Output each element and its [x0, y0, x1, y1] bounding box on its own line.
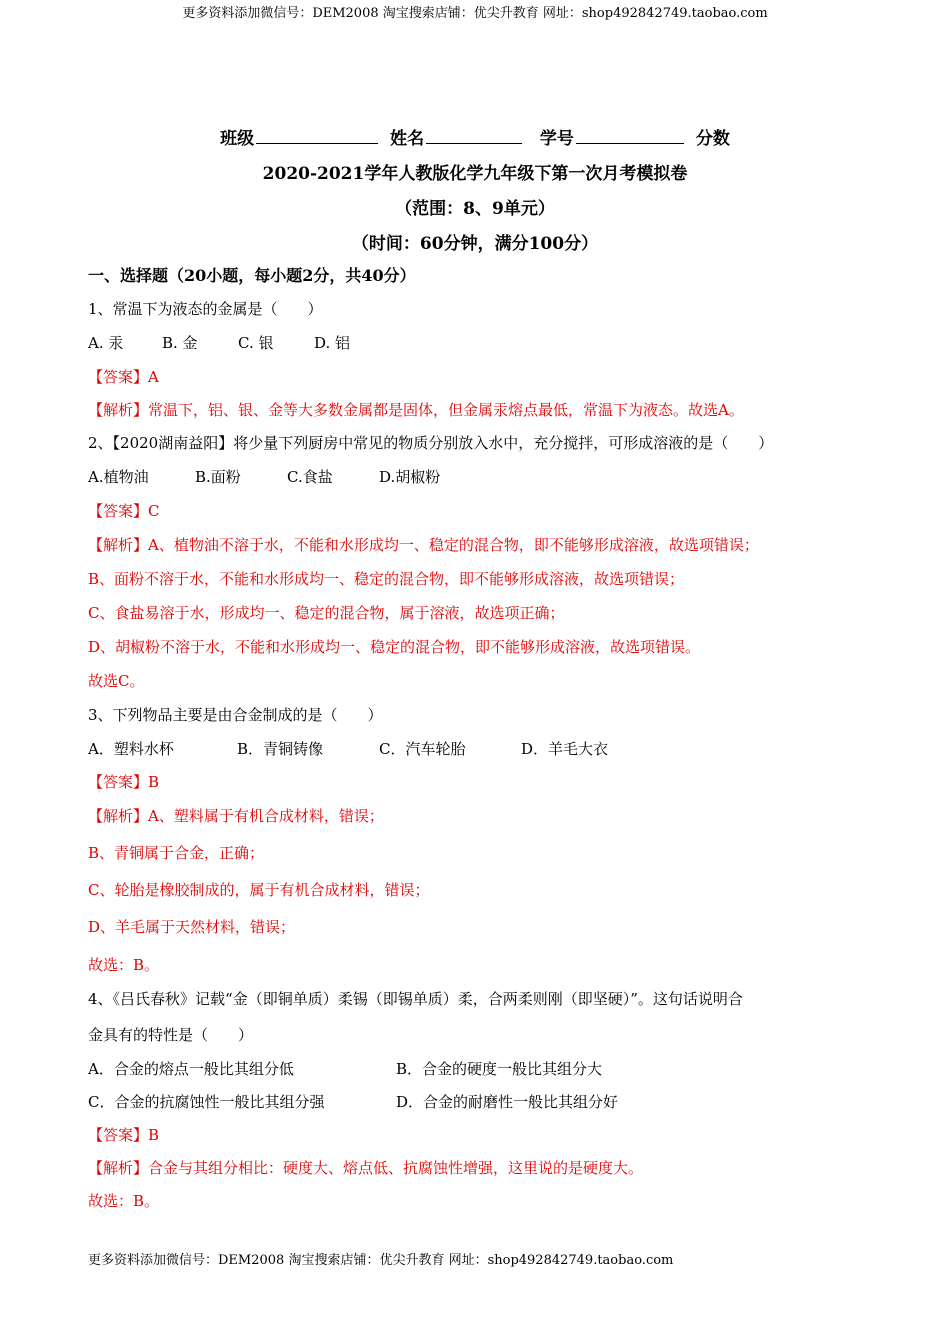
q1-option-a: A. 汞: [88, 334, 124, 352]
q4-option-b: B．合金的硬度一般比其组分大: [396, 1060, 603, 1078]
question-2-answer: 【答案】C: [88, 502, 160, 520]
name-blank[interactable]: [426, 127, 522, 144]
question-3-conclusion: 故选：B。: [88, 956, 160, 974]
question-2-conclusion: 故选C。: [88, 672, 145, 690]
question-4-stem: 4、《吕氏春秋》记载“金（即铜单质）柔锡（即锡单质）柔，合两柔则刚（即坚硬）”。这句话说明合: [88, 990, 743, 1008]
question-1-analysis: 【解析】常温下，铝、银、金等大多数金属都是固体，但金属汞熔点最低，常温下为液态。故选A。: [88, 401, 744, 419]
section-heading: 一、选择题（20小题，每小题2分，共40分）: [88, 266, 416, 285]
question-2-options: [88, 466, 440, 487]
id-blank[interactable]: [576, 127, 684, 144]
q2-option-d: D.胡椒粉: [379, 468, 441, 486]
question-3-answer: 【答案】B: [88, 773, 160, 791]
q2-option-a: A.植物油: [88, 468, 149, 486]
q3-option-a: A．塑料水杯: [88, 740, 174, 758]
question-2-analysis-d: D、胡椒粉不溶于水，不能和水形成均一、稳定的混合物，即不能够形成溶液，故选项错误。: [88, 638, 701, 656]
q3-option-c: C．汽车轮胎: [379, 740, 466, 758]
q4-option-a: A．合金的熔点一般比其组分低: [88, 1060, 294, 1078]
question-1-stem: 1、常温下为液态的金属是（ ）: [88, 300, 323, 318]
q2-option-c: C.食盐: [287, 468, 333, 486]
score-label: 分数: [695, 129, 730, 149]
question-1-options: [88, 332, 350, 353]
exam-title: 2020-2021学年人教版化学九年级下第一次月考模拟卷: [262, 164, 688, 184]
question-4-conclusion: 故选：B。: [88, 1192, 160, 1210]
name-label: 姓名: [390, 129, 425, 149]
class-blank[interactable]: [256, 127, 378, 144]
question-2-stem: 2、【2020湖南益阳】将少量下列厨房中常见的物质分别放入水中，充分搅拌，可形成溶液的是（ ）: [88, 434, 774, 452]
question-3-analysis-b: B、青铜属于合金，正确；: [88, 844, 265, 862]
page-footer: 更多资料添加微信号：DEM2008 淘宝搜索店铺：优尖升教育 网址：shop492842749.taobao.com: [88, 1253, 674, 1268]
question-4-stem-cont: 金具有的特性是（ ）: [88, 1026, 254, 1044]
exam-scope: （范围：8、9单元）: [395, 199, 555, 219]
question-3-stem: 3、下列物品主要是由合金制成的是（ ）: [88, 706, 383, 724]
q3-option-d: D．羊毛大衣: [521, 740, 609, 758]
question-4-options-row1: [88, 1058, 602, 1079]
question-4-analysis: 【解析】合金与其组分相比：硬度大、熔点低、抗腐蚀性增强，这里说的是硬度大。: [88, 1159, 644, 1177]
question-3-analysis-c: C、轮胎是橡胶制成的，属于有机合成材料，错误；: [88, 881, 430, 899]
q1-option-d: D. 铝: [314, 334, 351, 352]
exam-time: （时间：60分钟，满分100分）: [351, 234, 599, 254]
question-3-analysis-d: D、羊毛属于天然材料，错误；: [88, 918, 296, 936]
question-1-answer: 【答案】A: [88, 368, 159, 386]
question-3-analysis-a: 【解析】A、塑料属于有机合成材料，错误；: [88, 807, 384, 825]
id-label: 学号: [539, 129, 574, 149]
q4-option-c: C．合金的抗腐蚀性一般比其组分强: [88, 1093, 325, 1111]
question-2-analysis-c: C、食盐易溶于水，形成均一、稳定的混合物，属于溶液，故选项正确；: [88, 604, 565, 622]
question-2-analysis-a: 【解析】A、植物油不溶于水，不能和水形成均一、稳定的混合物，即不能够形成溶液，故选项错误；: [88, 536, 759, 554]
q1-option-b: B. 金: [162, 334, 198, 352]
question-4-answer: 【答案】B: [88, 1126, 160, 1144]
q2-option-b: B.面粉: [195, 468, 241, 486]
question-3-options: [88, 738, 608, 759]
q3-option-b: B．青铜铸像: [237, 740, 324, 758]
question-2-analysis-b: B、面粉不溶于水，不能和水形成均一、稳定的混合物，即不能够形成溶液，故选项错误；: [88, 570, 685, 588]
page-header: 更多资料添加微信号：DEM2008 淘宝搜索店铺：优尖升教育 网址：shop492842749.taobao.com: [182, 6, 768, 21]
class-label: 班级: [220, 129, 255, 149]
q1-option-c: C. 银: [238, 334, 274, 352]
student-info-line: [0, 124, 950, 149]
q4-option-d: D．合金的耐磨性一般比其组分好: [396, 1093, 619, 1111]
question-4-options-row2: [88, 1091, 618, 1112]
